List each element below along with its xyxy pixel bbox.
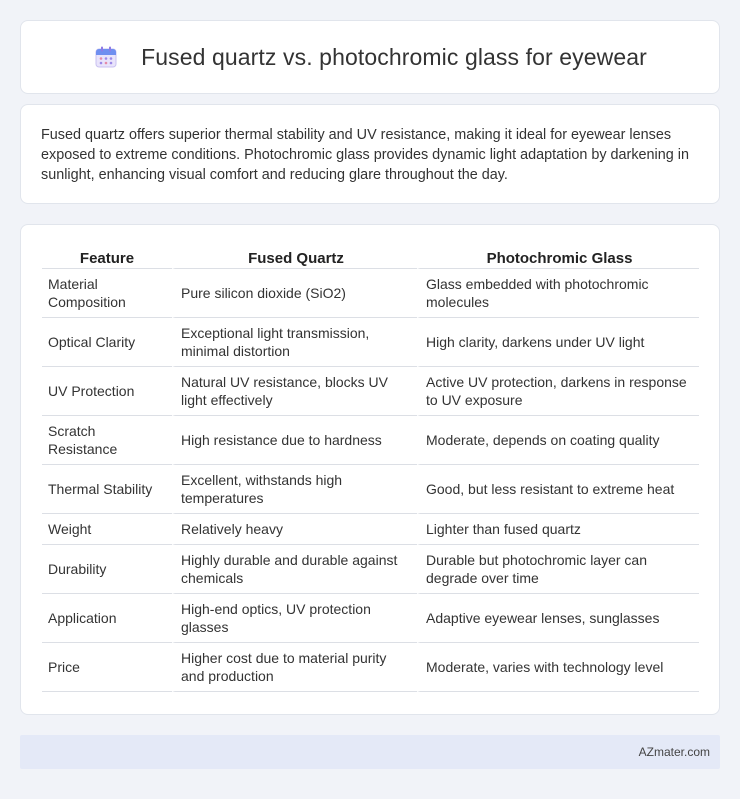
table-row (42, 594, 699, 643)
fused-quartz-cell: Highly durable and durable against chemicals (172, 545, 417, 594)
feature-cell: Optical Clarity (42, 318, 172, 367)
fused-quartz-cell: Exceptional light transmission, minimal distortion (172, 318, 417, 367)
photochromic-glass-cell: Active UV protection, darkens in response to UV exposure (417, 367, 699, 416)
fused-quartz-cell: Excellent, withstands high temperatures (172, 465, 417, 514)
calendar-icon (93, 44, 119, 70)
comparison-table-card (20, 224, 720, 715)
feature-cell: Durability (42, 545, 172, 594)
page-title: Fused quartz vs. photochromic glass for eyewear (141, 43, 647, 70)
fused-quartz-cell: Higher cost due to material purity and production (172, 643, 417, 692)
summary-text: Fused quartz offers superior thermal stability and UV resistance, making it ideal for eyewear lenses exposed to extreme conditions. Photochromic glass provides dynamic light adaptation by darkening in sunlight, enhancing visual comfort and reducing glare throughout the day. (41, 127, 689, 183)
feature-cell: Price (42, 643, 172, 692)
photochromic-glass-cell: High clarity, darkens under UV light (417, 318, 699, 367)
fused-quartz-cell: High resistance due to hardness (172, 416, 417, 465)
photochromic-glass-cell: Good, but less resistant to extreme heat (417, 465, 699, 514)
summary-card (20, 104, 720, 204)
fused-quartz-cell: High-end optics, UV protection glasses (172, 594, 417, 643)
photochromic-glass-cell: Glass embedded with photochromic molecules (417, 269, 699, 318)
fused-quartz-cell: Relatively heavy (172, 514, 417, 545)
fused-quartz-cell: Pure silicon dioxide (SiO2) (172, 269, 417, 318)
photochromic-glass-cell: Moderate, depends on coating quality (417, 416, 699, 465)
table-row (42, 269, 699, 318)
column-header-photochromic-glass: Photochromic Glass (417, 247, 699, 269)
fused-quartz-cell: Natural UV resistance, blocks UV light effectively (172, 367, 417, 416)
table-header-row (42, 247, 699, 269)
feature-cell: UV Protection (42, 367, 172, 416)
feature-cell: Application (42, 594, 172, 643)
feature-cell: Material Composition (42, 269, 172, 318)
table-row (42, 514, 699, 545)
table-row (42, 416, 699, 465)
footer-site-name[interactable]: AZmater.com (638, 745, 710, 759)
table-row (42, 318, 699, 367)
footer (20, 735, 720, 769)
column-header-feature: Feature (42, 247, 172, 269)
table-row (42, 643, 699, 692)
column-header-fused-quartz: Fused Quartz (172, 247, 417, 269)
table-row (42, 465, 699, 514)
photochromic-glass-cell: Durable but photochromic layer can degrade over time (417, 545, 699, 594)
feature-cell: Thermal Stability (42, 465, 172, 514)
photochromic-glass-cell: Lighter than fused quartz (417, 514, 699, 545)
feature-cell: Weight (42, 514, 172, 545)
table-row (42, 545, 699, 594)
photochromic-glass-cell: Moderate, varies with technology level (417, 643, 699, 692)
comparison-table (42, 247, 699, 692)
feature-cell: Scratch Resistance (42, 416, 172, 465)
title-card (20, 20, 720, 94)
table-row (42, 367, 699, 416)
photochromic-glass-cell: Adaptive eyewear lenses, sunglasses (417, 594, 699, 643)
